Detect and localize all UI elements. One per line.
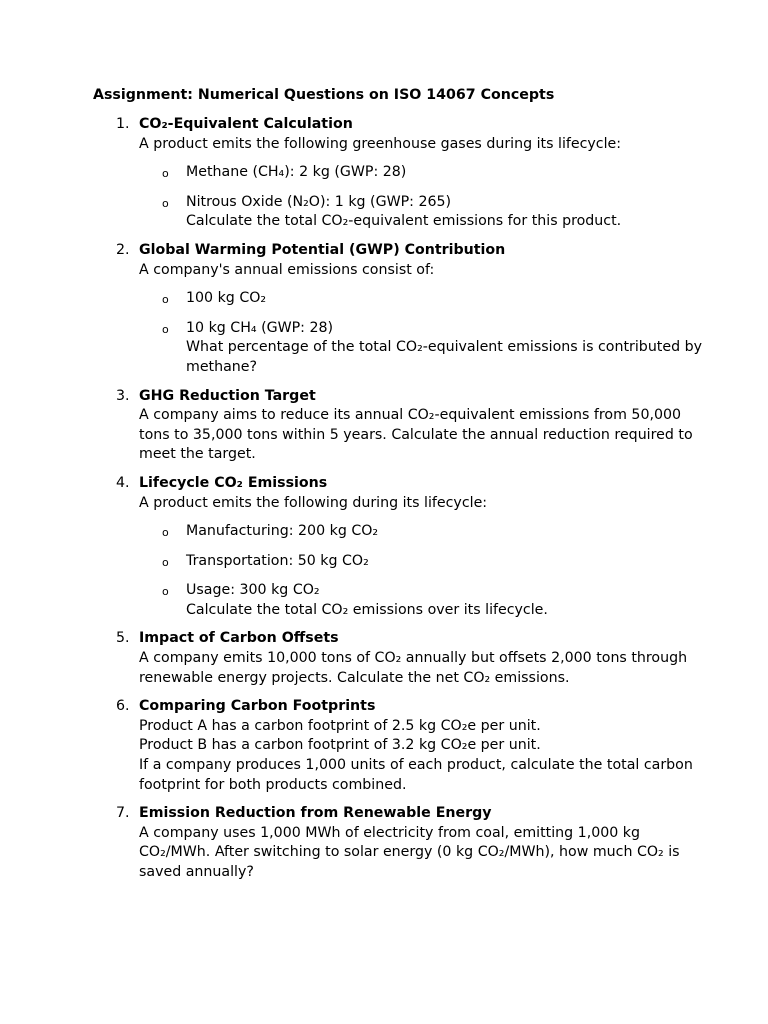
bullet-text: 100 kg CO₂ xyxy=(186,290,267,307)
question-heading: Lifecycle CO₂ Emissions xyxy=(139,474,328,491)
bullet-item xyxy=(139,522,708,542)
question-prompt: What percentage of the total CO₂-equivalent emissions is contributed by methane? xyxy=(186,339,703,375)
question-item xyxy=(0,804,768,882)
document-title: Assignment: Numerical Questions on ISO 14067 Concepts xyxy=(93,87,555,103)
question-number: 5. xyxy=(116,630,130,647)
question-prompt: Calculate the total CO₂-equivalent emissions for this product. xyxy=(186,213,622,230)
question-text: A product emits the following during its lifecycle: xyxy=(139,494,488,511)
bullet-list xyxy=(139,163,708,232)
question-number: 2. xyxy=(116,241,130,258)
bullet-marker-icon: o xyxy=(162,167,169,181)
bullet-marker-icon: o xyxy=(162,526,169,540)
bullet-marker-icon: o xyxy=(162,585,169,599)
question-text: A company's annual emissions consist of: xyxy=(139,261,435,278)
question-text: Product B has a carbon footprint of 3.2 kg CO₂e per unit. xyxy=(139,737,541,754)
bullet-text: Usage: 300 kg CO₂ xyxy=(186,582,320,599)
question-number: 4. xyxy=(116,474,130,491)
bullet-list xyxy=(139,289,708,377)
bullet-item xyxy=(139,193,708,232)
question-item xyxy=(0,629,768,688)
question-text: A product emits the following greenhouse gases during its lifecycle: xyxy=(139,135,622,152)
bullet-text: Manufacturing: 200 kg CO₂ xyxy=(186,523,379,540)
question-item xyxy=(0,474,768,621)
question-item xyxy=(0,115,768,232)
bullet-list xyxy=(139,522,708,620)
question-number: 7. xyxy=(116,805,130,822)
bullet-text: 10 kg CH₄ (GWP: 28) xyxy=(186,319,334,336)
question-item xyxy=(0,387,768,465)
question-number: 1. xyxy=(116,116,130,132)
bullet-item xyxy=(139,289,708,309)
bullet-item xyxy=(139,552,708,572)
question-heading: GHG Reduction Target xyxy=(139,387,316,404)
question-heading: CO₂-Equivalent Calculation xyxy=(139,116,353,132)
question-text: Product A has a carbon footprint of 2.5 kg CO₂e per unit. xyxy=(139,717,541,734)
question-heading: Global Warming Potential (GWP) Contribution xyxy=(139,241,506,258)
question-prompt: Calculate the total CO₂ emissions over its lifecycle. xyxy=(186,601,548,618)
question-text: A company uses 1,000 MWh of electricity from coal, emitting 1,000 kg CO₂/MWh. After switching to solar energy (0 kg CO₂/MWh), how much CO₂ is saved annually? xyxy=(139,824,680,880)
question-number: 6. xyxy=(116,698,130,715)
bullet-marker-icon: o xyxy=(162,322,169,336)
question-list xyxy=(0,115,768,892)
question-text: If a company produces 1,000 units of each product, calculate the total carbon footprint for both products combined. xyxy=(139,757,693,793)
question-text: A company aims to reduce its annual CO₂-equivalent emissions from 50,000 tons to 35,000 tons within 5 years. Calculate the annual reduction required to meet the target. xyxy=(139,407,693,463)
bullet-item xyxy=(139,319,708,378)
question-heading: Comparing Carbon Footprints xyxy=(139,698,376,715)
bullet-text: Nitrous Oxide (N₂O): 1 kg (GWP: 265) xyxy=(186,193,452,210)
question-number: 3. xyxy=(116,387,130,404)
question-heading: Emission Reduction from Renewable Energy xyxy=(139,805,492,822)
bullet-text: Methane (CH₄): 2 kg (GWP: 28) xyxy=(186,164,407,181)
question-text: A company emits 10,000 tons of CO₂ annually but offsets 2,000 tons through renewable energy projects. Calculate the net CO₂ emissions. xyxy=(139,650,688,686)
bullet-text: Transportation: 50 kg CO₂ xyxy=(186,552,369,569)
bullet-item xyxy=(139,581,708,620)
question-item xyxy=(0,241,768,378)
bullet-marker-icon: o xyxy=(162,293,169,307)
bullet-marker-icon: o xyxy=(162,196,169,210)
question-heading: Impact of Carbon Offsets xyxy=(139,630,339,647)
question-item xyxy=(0,697,768,795)
bullet-marker-icon: o xyxy=(162,555,169,569)
bullet-item xyxy=(139,163,708,183)
